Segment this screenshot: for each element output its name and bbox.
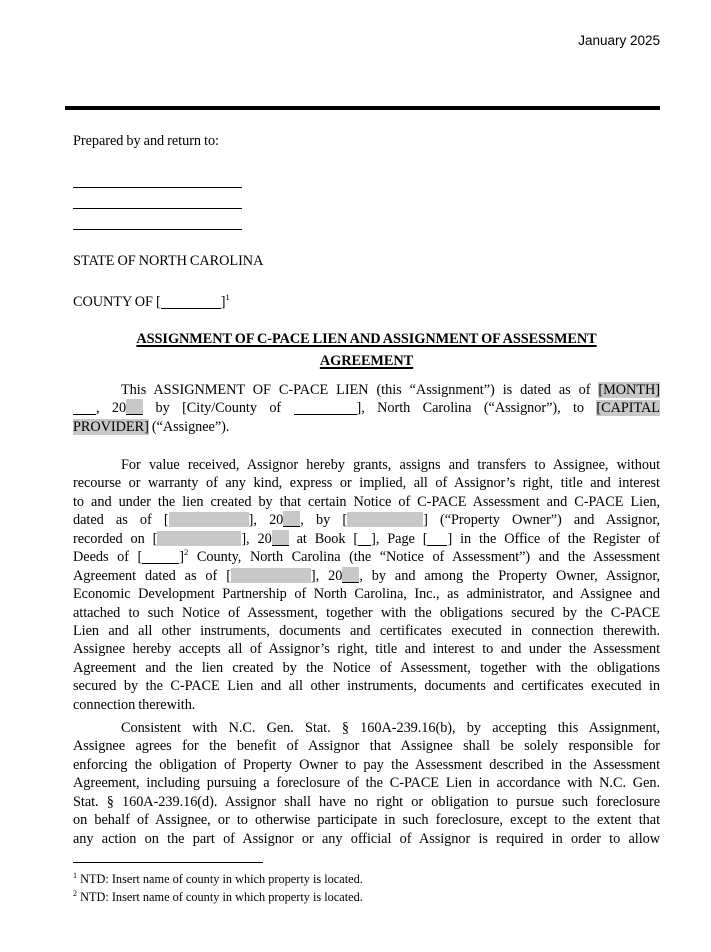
text-run: ] bbox=[179, 549, 184, 566]
doc-line bbox=[73, 456, 660, 474]
doc-line bbox=[73, 756, 660, 774]
paragraph-assignment bbox=[73, 456, 660, 714]
doc-line bbox=[73, 399, 660, 417]
text-run: , 20 bbox=[96, 400, 127, 417]
doc-line bbox=[73, 719, 660, 737]
text-run: Consistent with N.C. Gen. Stat. § 160A-239.16(b), by accepting this Assignment, bbox=[121, 720, 660, 736]
fill-in-blank bbox=[272, 530, 289, 546]
fill-in-blank bbox=[283, 511, 300, 527]
text-run: Deeds of [ bbox=[73, 549, 143, 566]
text-run: dated as of [ bbox=[73, 512, 169, 529]
highlighted-text: PROVIDER] bbox=[73, 418, 149, 435]
fill-in-blank bbox=[126, 399, 143, 415]
text-run: Stat. § 160A-239.16(d). Assignor shall have no right or obligation to pursue such foreclosure bbox=[73, 793, 660, 810]
doc-line bbox=[73, 811, 660, 829]
doc-line bbox=[73, 511, 660, 529]
fill-in-blank bbox=[358, 530, 371, 546]
text-run: (“Assignee”). bbox=[148, 418, 230, 435]
text-run: recorded on [ bbox=[73, 530, 158, 547]
doc-line bbox=[73, 548, 660, 566]
text-run: Agreement and the lien created by the Notice of Assessment, together with the obligations bbox=[73, 659, 660, 676]
document-title-line2: AGREEMENT bbox=[319, 353, 414, 369]
text-run: at Book [ bbox=[288, 530, 359, 547]
text-run: This ASSIGNMENT OF C-PACE LIEN (this “Assignment”) is dated as of bbox=[121, 382, 599, 398]
doc-line bbox=[73, 696, 660, 714]
footnote-text: NTD: Insert name of county in which property is located. bbox=[77, 890, 363, 905]
document-date: January 2025 bbox=[578, 33, 660, 48]
text-run: recourse or warranty of any kind, express or implied, all of Assignor’s right, title and interest bbox=[73, 475, 660, 492]
fill-in-blank bbox=[73, 399, 96, 415]
fill-in-blank bbox=[161, 293, 221, 309]
doc-line bbox=[73, 604, 660, 622]
fill-in-blank bbox=[427, 530, 447, 546]
fill-in-blank bbox=[169, 512, 249, 527]
doc-line bbox=[73, 567, 660, 585]
header-rule bbox=[65, 106, 660, 110]
address-blank-line bbox=[73, 188, 242, 209]
footnote-reference: 2 bbox=[183, 548, 189, 558]
fill-in-blank bbox=[231, 568, 311, 583]
doc-line bbox=[73, 640, 660, 658]
text-run: ] in the Office of the Register of bbox=[447, 530, 660, 547]
footnote-text: NTD: Insert name of county in which property is located. bbox=[77, 872, 363, 886]
text-run: by [City/County of bbox=[143, 400, 294, 417]
text-run: ], 20 bbox=[241, 530, 272, 547]
text-run: ] (“Property Owner”) and Assignor, bbox=[423, 512, 660, 529]
doc-line bbox=[73, 774, 660, 792]
fill-in-blank bbox=[294, 399, 357, 415]
highlighted-text: [CAPITAL bbox=[596, 400, 660, 417]
text-run: connection therewith. bbox=[73, 696, 196, 713]
text-run: ], 20 bbox=[248, 512, 284, 529]
text-run: enforcing the obligation of Property Owner to pay the Assessment described in the Assessment bbox=[73, 756, 660, 773]
document-title bbox=[73, 328, 660, 372]
county-caption bbox=[73, 293, 230, 311]
text-run: Lien and all other instruments, documents and certificates executed in connection therewith. bbox=[73, 622, 660, 639]
paragraph-recitals bbox=[73, 381, 660, 436]
text-run: Agreement, including pursuing a foreclosure of the C-PACE Lien in accordance with N.C. Gen. bbox=[73, 775, 660, 792]
doc-line bbox=[73, 418, 660, 436]
text-run: any action on the part of Assignor or any official of Assignor is required in order to allow bbox=[73, 830, 660, 847]
text-run: County, North Carolina (the “Notice of Assessment”) and the Assessment bbox=[188, 549, 660, 566]
text-run: ], North Carolina (“Assignor”), to bbox=[356, 400, 597, 417]
doc-line bbox=[73, 622, 660, 640]
footnote bbox=[73, 888, 633, 906]
address-blank-line bbox=[73, 209, 242, 230]
text-run: Assignee agrees for the benefit of Assignor that Assignee shall be solely responsible for bbox=[73, 738, 660, 755]
fill-in-blank bbox=[342, 567, 359, 583]
footnote-marker: 1 bbox=[73, 870, 77, 880]
document-title-line1: ASSIGNMENT OF C-PACE LIEN AND ASSIGNMENT OF ASSESSMENT bbox=[136, 331, 597, 347]
text-run: Agreement dated as of [ bbox=[73, 567, 231, 584]
doc-line bbox=[73, 830, 660, 848]
text-run: Economic Development Partnership of North Carolina, Inc., as administrator, and Assignee and bbox=[73, 586, 660, 603]
doc-line bbox=[73, 493, 660, 511]
footnote bbox=[73, 870, 633, 888]
address-blank-lines bbox=[73, 167, 242, 230]
doc-line bbox=[73, 677, 660, 695]
state-caption: STATE OF NORTH CAROLINA bbox=[73, 253, 264, 269]
footnote-separator bbox=[73, 862, 263, 863]
text-run: Assignee hereby accepts all of Assignor’s right, title and interest to and under the Assessment bbox=[73, 641, 660, 658]
text-run: COUNTY OF [ bbox=[73, 294, 161, 310]
doc-line bbox=[73, 659, 660, 677]
text-run: ], Page [ bbox=[371, 530, 428, 547]
text-run: secured by the C-PACE Lien and all other instruments, documents and certificates executed in bbox=[73, 678, 660, 695]
text-run: ] bbox=[220, 294, 226, 310]
highlighted-text: [MONTH] bbox=[598, 382, 660, 398]
text-run: to and under the lien created by that certain Notice of C-PACE Assessment and C-PACE Lien, bbox=[73, 493, 660, 510]
prepared-by-label: Prepared by and return to: bbox=[73, 133, 219, 149]
address-blank-line bbox=[73, 167, 242, 188]
footnote-reference: 1 bbox=[225, 292, 230, 303]
fill-in-blank bbox=[142, 548, 179, 564]
doc-line bbox=[73, 793, 660, 811]
doc-line bbox=[73, 530, 660, 548]
fill-in-blank bbox=[347, 512, 423, 527]
paragraph-enforcement bbox=[73, 719, 660, 848]
doc-line bbox=[73, 381, 660, 399]
footnote-marker: 2 bbox=[73, 889, 77, 899]
doc-line bbox=[73, 474, 660, 492]
text-run: For value received, Assignor hereby grants, assigns and transfers to Assignee, without bbox=[121, 457, 660, 473]
text-run: , by [ bbox=[300, 512, 348, 529]
text-run: attached to such Notice of Assessment, together with the obligations secured by the C-PACE bbox=[73, 604, 660, 621]
footnotes bbox=[73, 870, 633, 907]
text-run: on behalf of Assignee, or to otherwise participate in such foreclosure, except to the extent that bbox=[73, 812, 660, 829]
doc-line bbox=[73, 737, 660, 755]
doc-line bbox=[73, 585, 660, 603]
text-run: ], 20 bbox=[310, 567, 343, 584]
fill-in-blank bbox=[157, 531, 241, 546]
text-run: , by and among the Property Owner, Assignor, bbox=[359, 567, 660, 584]
